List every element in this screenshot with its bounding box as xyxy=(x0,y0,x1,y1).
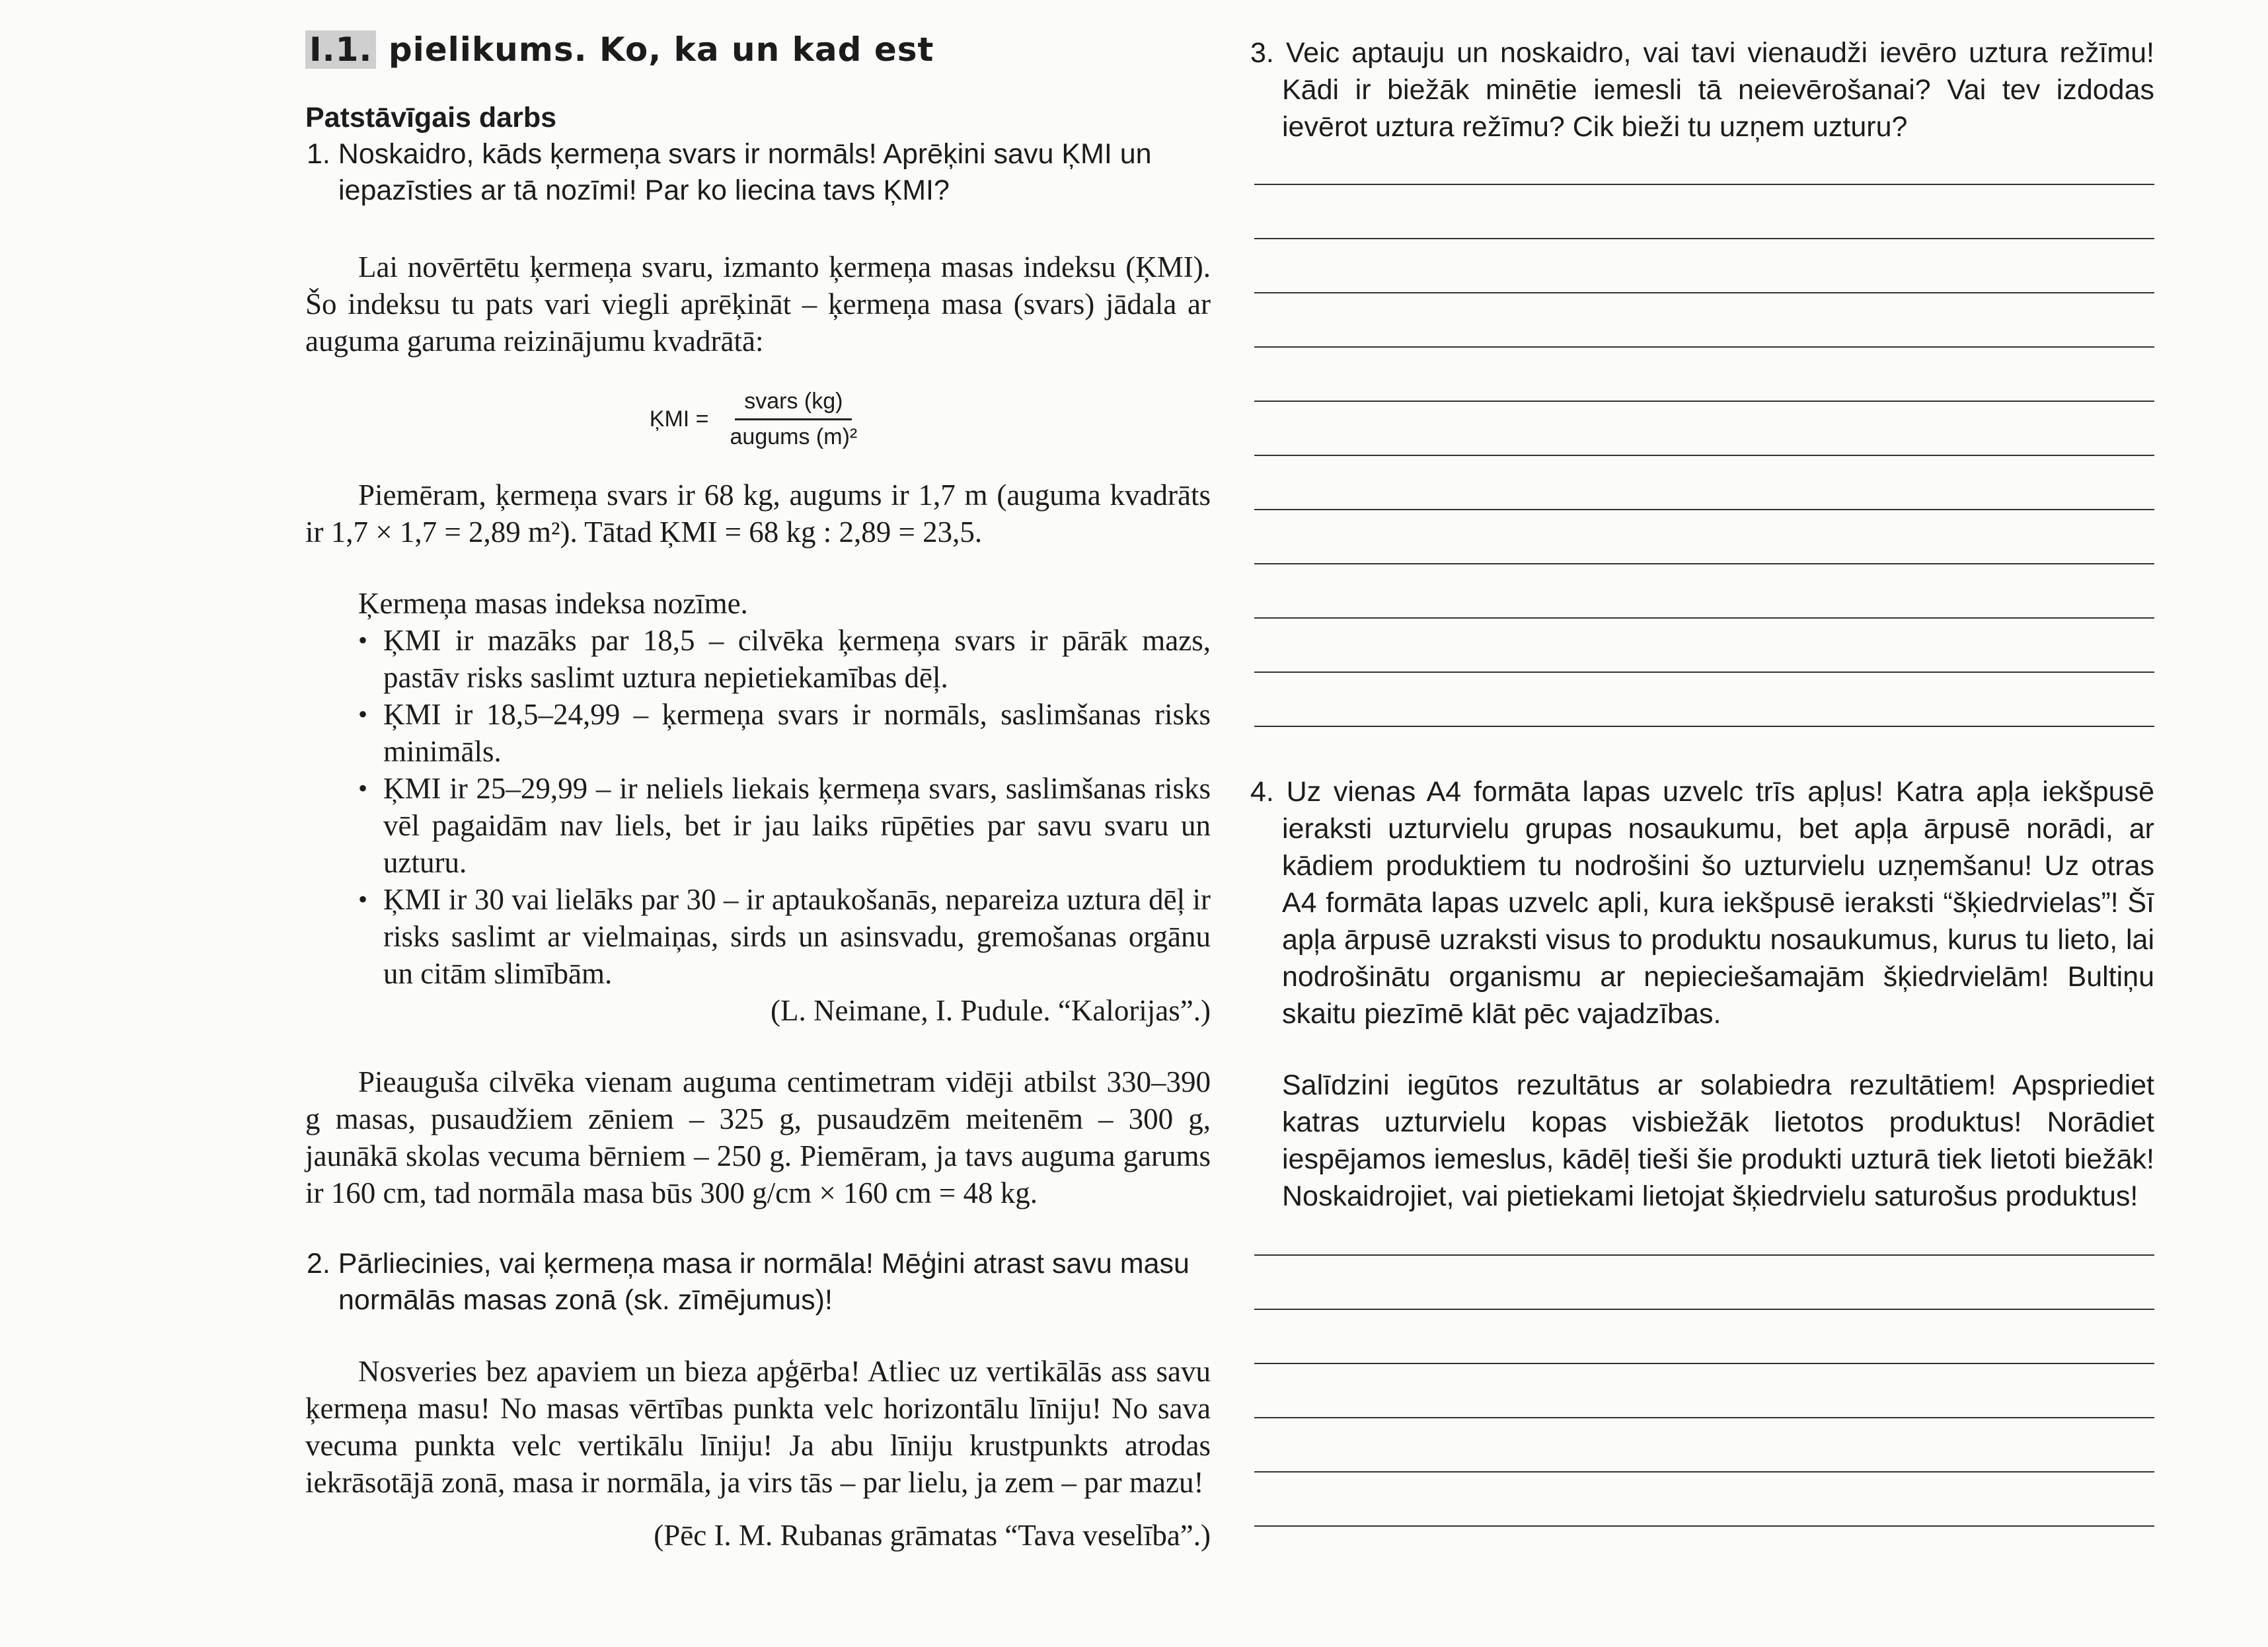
answer-line[interactable] xyxy=(1254,1473,2154,1527)
bmi-formula xyxy=(305,389,1211,450)
answer-line[interactable] xyxy=(1254,510,2154,564)
answer-line[interactable] xyxy=(1254,1215,2154,1256)
answer-lines-task-4 xyxy=(1249,1215,2154,1527)
formula-lhs: ĶMI = xyxy=(649,406,709,432)
list-item: • ĶMI ir 30 vai lielāks par 30 – ir aptaukošanās, nepareiza uztura dēļ ir risks saslimt ar vielmaiņas, sirds un asinsvadu, gremošanas orgānu un citām slimībām. xyxy=(358,881,1211,992)
list-item: • ĶMI ir 18,5–24,99 – ķermeņa svars ir normāls, saslimšanas risks minimāls. xyxy=(358,696,1211,770)
answer-line[interactable] xyxy=(1254,293,2154,348)
answer-line[interactable] xyxy=(1254,1310,2154,1364)
task-3: 3. Veic aptauju un noskaidro, vai tavi vienaudži ievēro uztura režīmu! Kādi ir biežāk minētie iemesli tā neievērošanai? Vai tev izdodas ievērot uztura režīmu? Cik bieži tu uzņem uzturu? xyxy=(1250,37,2154,143)
section-title: Patstāvīgais darbs xyxy=(305,102,557,134)
source-citation-2: (Pēc I. M. Rubanas grāmatas “Tava veselība”.) xyxy=(654,1519,1211,1552)
answer-line[interactable] xyxy=(1254,1418,2154,1473)
answer-line[interactable] xyxy=(1254,1256,2154,1310)
page-title xyxy=(305,26,1211,73)
answer-line[interactable] xyxy=(1254,564,2154,619)
bullet-icon: • xyxy=(358,773,368,803)
list-item: • ĶMI ir 25–29,99 – ir neliels liekais ķermeņa svars, saslimšanas risks vēl pagaidām nav liels, bet ir jau laiks rūpēties par savu svaru un uzturu. xyxy=(358,770,1211,881)
formula-fraction xyxy=(721,389,867,450)
answer-line[interactable] xyxy=(1254,1364,2154,1418)
bullet-icon: • xyxy=(358,699,368,729)
answer-line[interactable] xyxy=(1254,619,2154,673)
bmi-meaning-heading: Ķermeņa masas indeksa nozīme. xyxy=(358,587,748,620)
left-column xyxy=(305,26,1211,1554)
list-item: • ĶMI ir mazāks par 18,5 – cilvēka ķermeņa svars ir pārāk mazs, pastāv risks saslimt uztura nepietiekamības dēļ. xyxy=(358,622,1211,696)
answer-line[interactable] xyxy=(1254,185,2154,239)
answer-lines-task-3 xyxy=(1249,145,2154,727)
task-2: 2. Pārliecinies, vai ķermeņa masa ir normāla! Mēģini atrast savu masu normālās masas zonā (sk. zīmējumus)! xyxy=(307,1248,1190,1316)
answer-line[interactable] xyxy=(1254,348,2154,402)
bmi-example-paragraph: Piemēram, ķermeņa svars ir 68 kg, augums ir 1,7 m (auguma kvadrāts ir 1,7 × 1,7 = 2,89 m²). Tātad ĶMI = 68 kg : 2,89 = 23,5. xyxy=(305,479,1211,549)
answer-line[interactable] xyxy=(1254,145,2154,185)
answer-line[interactable] xyxy=(1254,239,2154,293)
task-4: 4. Uz vienas A4 formāta lapas uzvelc trīs apļus! Katra apļa iekšpusē ieraksti uzturvielu grupas nosaukumu, bet apļa ārpusē norādi, ar kādiem produktiem tu nodrošini šo uzturvielu uzņemšanu! Uz otras A4 formāta lapas uzvelc apli, kura iekšpusē ieraksti “šķiedrvielas”! Šī apļa ārpusē uzraksti visus to produktu nosaukumus, kurus tu lieto, lai nodrošinātu organismu ar nepieciešamajām šķiedrvielām! Bultiņu skaitu piezīmē klāt pēc vajadzības. xyxy=(1250,776,2154,1030)
task-4-discussion: Salīdzini iegūtos rezultātus ar solabiedra rezultātiem! Apspriediet katras uzturvielu kopas visbiežāk lietotos produktus! Norādiet iespējamos iemeslus, kādēļ tieši šie produkti uzturā tiek lietoti biežāk! Noskaidrojiet, vai pietiekami lietojat šķiedrvielu saturošus produktus! xyxy=(1282,1069,2154,1212)
normal-mass-paragraph: Pieauguša cilvēka vienam auguma centimetram vidēji atbilst 330–390 g masas, pusaudžiem zēniem – 325 g, pusaudzēm meitenēm – 300 g, jaunākā skolas vecuma bērniem – 250 g. Piemēram, ja tavs auguma garums ir 160 cm, tad normāla masa būs 300 g/cm × 160 cm = 48 kg. xyxy=(305,1065,1211,1209)
bmi-meaning-list xyxy=(305,622,1211,992)
bullet-icon: • xyxy=(358,884,368,914)
answer-line[interactable] xyxy=(1254,402,2154,456)
task-1: 1. Noskaidro, kāds ķermeņa svars ir normāls! Aprēķini savu ĶMI un iepazīsties ar tā nozīmi! Par ko liecina tavs ĶMI? xyxy=(307,138,1152,206)
formula-numerator: svars (kg) xyxy=(735,389,852,420)
appendix-title: pielikums. Ko, ka un kad est xyxy=(388,30,934,69)
formula-denominator: augums (m)² xyxy=(730,424,858,449)
weighing-instructions-paragraph: Nosveries bez apaviem un bieza apģērba! Atliec uz vertikālās ass savu ķermeņa masu! No masas vērtības punkta velc horizontālu līniju! No sava vecuma punkta velc vertikālu līniju! Ja abu līniju krustpunkts atrodas iekrāsotājā zonā, masa ir normāla, ja virs tās – par lielu, ja zem – par mazu! xyxy=(305,1355,1211,1499)
appendix-badge: I.1. xyxy=(305,30,376,69)
bullet-icon: • xyxy=(358,625,368,655)
answer-line[interactable] xyxy=(1254,673,2154,727)
answer-line[interactable] xyxy=(1254,456,2154,510)
right-column xyxy=(1249,26,2154,1527)
source-citation-1: (L. Neimane, I. Pudule. “Kalorijas”.) xyxy=(770,994,1211,1027)
bmi-intro-paragraph: Lai novērtētu ķermeņa svaru, izmanto ķermeņa masas indeksu (ĶMI). Šo indeksu tu pats vari viegli aprēķināt – ķermeņa masa (svars) jādala ar auguma garuma reizinājumu kvadrātā: xyxy=(305,250,1211,358)
